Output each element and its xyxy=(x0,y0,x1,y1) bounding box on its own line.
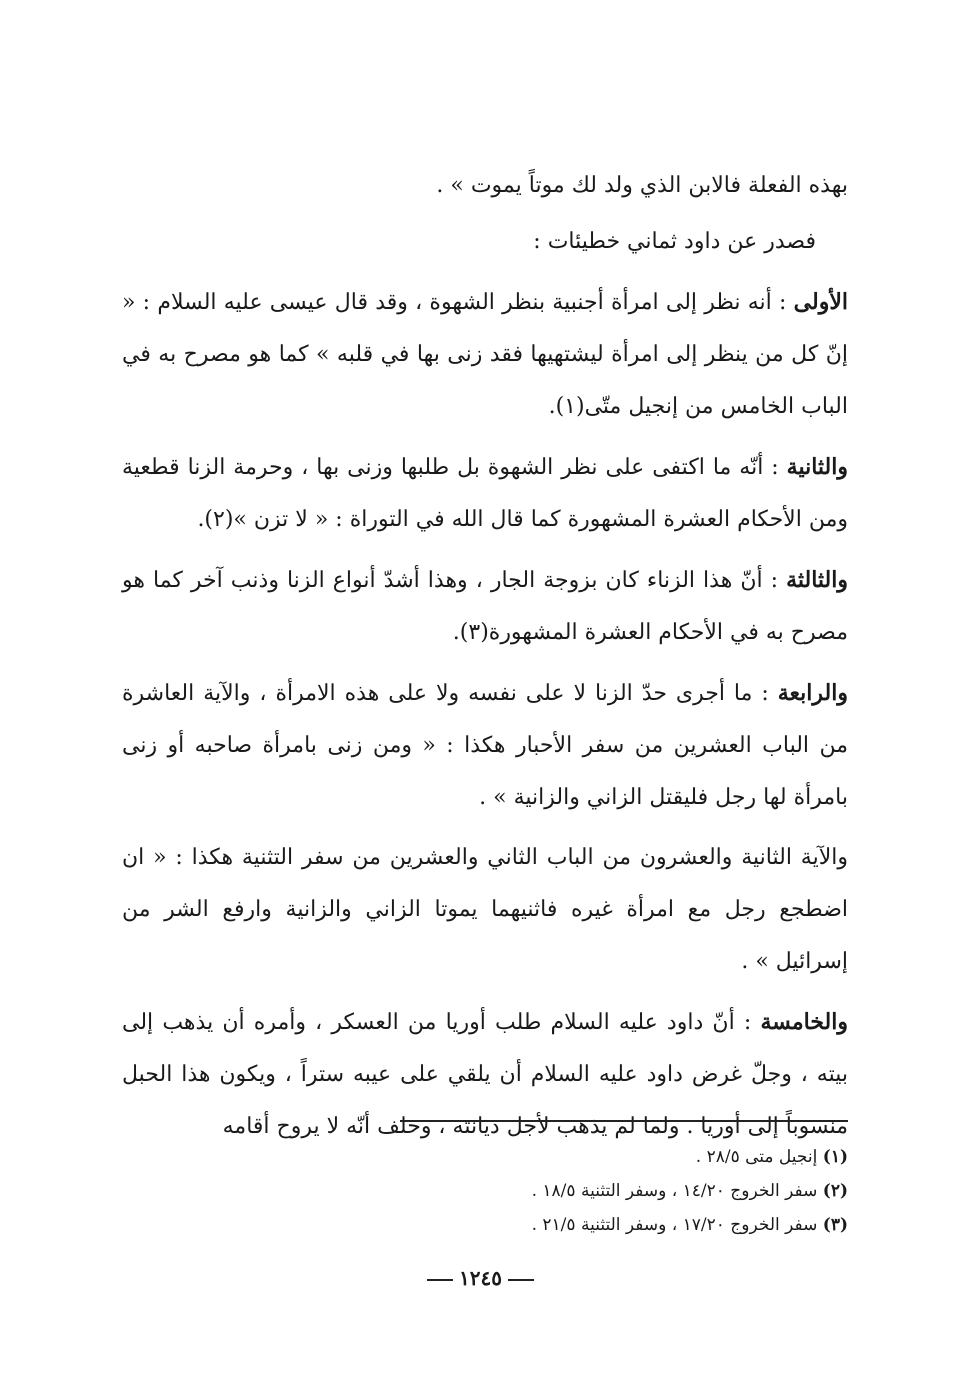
page-number-dash xyxy=(508,1279,534,1281)
paragraph-text: والآية الثانية والعشرون من الباب الثاني والعشرين من سفر التثنية هكذا : « ان اضطجع رجل مع امرأة غيره فاثنيهما يموتا الزاني والزانية وارفع الشر من إسرائيل » . xyxy=(122,845,848,974)
page-number-value: ١٢٤٥ xyxy=(459,1266,502,1290)
paragraph-text: : أنه نظر إلى امرأة أجنبية بنظر الشهوة ، وقد قال عيسى عليه السلام : « إنّ كل من ينظر إلى امرأة ليشتهيها فقد زنى بها في قلبه » كما هو مصرح به في الباب الخامس من إنجيل متّى(١). xyxy=(122,290,848,419)
paragraph-text: : أنّه ما اكتفى على نظر الشهوة بل طلبها وزنى بها ، وحرمة الزنا قطعية ومن الأحكام العشرة المشهورة كما قال الله في التوراة : « لا تزن »(٢). xyxy=(122,455,848,532)
paragraph-lead: والرابعة xyxy=(777,680,848,706)
paragraph-1 xyxy=(122,160,848,212)
paragraph-lead: والثانية xyxy=(786,454,848,480)
paragraph-text: فصدر عن داود ثماني خطيئات : xyxy=(533,229,816,254)
footnote-text: إنجيل متى ٢٨/٥ . xyxy=(695,1147,823,1167)
paragraph-lead: والخامسة xyxy=(760,1009,848,1035)
paragraph-text: : أنّ هذا الزناء كان بزوجة الجار ، وهذا أشدّ أنواع الزنا وذنب آخر كما هو مصرح به في الأحكام العشرة المشهورة(٣). xyxy=(122,568,848,645)
page-number xyxy=(0,1266,961,1290)
footnote-2 xyxy=(400,1174,848,1208)
paragraph-fourth-sin xyxy=(122,667,848,824)
paragraph-verse-quote xyxy=(122,832,848,988)
footnote-number: (٢) xyxy=(822,1181,848,1201)
paragraph-2 xyxy=(122,216,848,268)
footnote-number: (٣) xyxy=(822,1215,848,1235)
body-text xyxy=(122,160,848,1161)
footnote-number: (١) xyxy=(822,1147,848,1167)
footnote-1 xyxy=(400,1140,848,1174)
page-number-dash xyxy=(427,1279,453,1281)
paragraph-third-sin xyxy=(122,554,848,659)
paragraph-lead: والثالثة xyxy=(786,567,848,593)
footnote-3 xyxy=(400,1208,848,1242)
footnotes xyxy=(400,1120,848,1242)
paragraph-first-sin xyxy=(122,276,848,433)
paragraph-lead: الأولى xyxy=(793,289,848,315)
paragraph-second-sin xyxy=(122,441,848,546)
footnote-text: سفر الخروج ١٧/٢٠ ، وسفر التثنية ٢١/٥ . xyxy=(531,1215,823,1235)
paragraph-text: : ما أجرى حدّ الزنا لا على نفسه ولا على هذه الامرأة ، والآية العاشرة من الباب العشرين من سفر الأحبار هكذا : « ومن زنى بامرأة صاحبه أو زنى بامرأة لها رجل فليقتل الزاني والزانية » . xyxy=(122,681,848,810)
paragraph-text: بهذه الفعلة فالابن الذي ولد لك موتاً يموت » . xyxy=(436,173,848,198)
paragraph-text: : أنّ داود عليه السلام طلب أوريا من العسكر ، وأمره أن يذهب إلى بيته ، وجلّ غرض داود عليه السلام أن يلقي على عيبه ستراً ، ويكون هذا الحبل منسوباً إلى أوريا . ولما لم يذهب لأجل ديانته ، وحلف أنّه لا يروح أقامه xyxy=(122,1010,848,1139)
footnote-text: سفر الخروج ١٤/٢٠ ، وسفر التثنية ١٨/٥ . xyxy=(531,1181,823,1201)
